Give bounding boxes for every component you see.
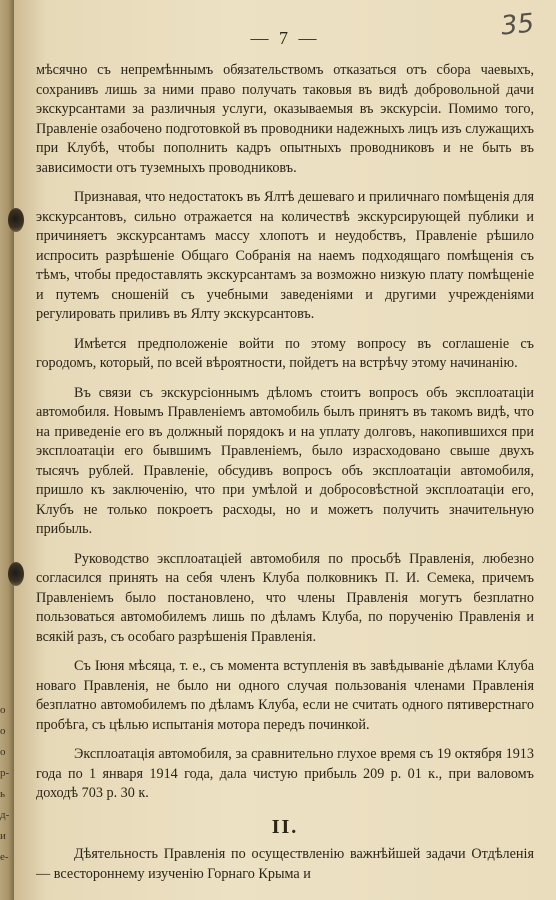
paragraph-7: Эксплоатація автомобиля, за сравнительно глухое время съ 19 октября 1913 года по 1 января 1914 года, дала чистую прибыль 209 р. 01 к., при валовомъ доходѣ 703 р. 30 к. [36,746,534,801]
document-page [14,0,556,900]
paragraph-1: мѣсячно съ непремѣннымъ обязательствомъ отказаться отъ сбора чаевыхъ, сохранивъ лишь за ними право получать таковыя въ видѣ добровольной дачи экскурсантами за различныя услуги, оказываемыя въ экскурсіи. Помимо того, Правленіе озабочено подготовкой въ проводники надежныхъ лицъ изъ служащихъ при Клубѣ, чтобы пополнить кадръ опытныхъ проводниковъ и не быть въ зависимости отъ туземныхъ проводниковъ. [36,62,534,176]
paragraph-8: Дѣятельность Правленія по осуществленію важнѣйшей задачи Отдѣленія — всестороннему изученію Горнаго Крыма и [36,846,534,882]
binding-gutter [0,0,14,900]
paragraph-6: Съ Іюня мѣсяца, т. е., съ момента вступленія въ завѣдываніе дѣлами Клуба новаго Правленія, не было ни одного случая пользованія членами Правленія безплатно автомобилемъ по дѣламъ Клуба, если не считать одного пятиверстнаго пробѣга, съ цѣлью испытанія мотора передъ починкой. [36,658,534,733]
paragraph-5: Руководство эксплоатаціей автомобиля по просьбѣ Правленія, любезно согласился принять на себя членъ Клуба полковникъ П. И. Семека, причемъ Правленіемъ было постановлено, что члены Правленія могутъ безплатно пользоваться автомобилемъ лишь по дѣламъ Клуба, по порученію Правленія и всякій разъ, съ особаго разрѣшенія Правленія. [36,550,534,645]
paragraph-4: Въ связи съ экскурсіоннымъ дѣломъ стоитъ вопросъ объ эксплоатаціи автомобиля. Новымъ Правленіемъ автомобиль былъ принятъ въ такомъ видѣ, что на приведеніе его въ должный порядокъ и на уплату долговъ, накопившихся при эксплоатаціи его бывшимъ Правленіемъ, было израсходовано свыше двухъ тысячъ рублей. Правленіе, обсудивъ вопросъ объ эксплоатаціи автомобиля, пришло къ заключенію, что при умѣлой и добросовѣстной эксплоатаціи его, Клубъ не только покроетъ расходы, но и можетъ получить значительную прибыль. [36,384,534,537]
paragraph-2: Признавая, что недостатокъ въ Ялтѣ дешеваго и приличнаго помѣщенія для экскурсантовъ, сильно отражается на количествѣ экскурсирующей публики и причиняетъ экскурсантамъ массу хлопотъ и неудобствъ, Правленіе рѣшило испросить разрѣшеніе Общаго Собранія на наемъ подходящаго помѣщенія съ тѣмъ, чтобы предоставлять экскурсантамъ за возможно низкую плату помѣщеніе и путемъ сношеній съ учебными заведеніями и другими учрежденіями регулировать приливъ въ Ялту экскурсантовъ. [36,189,534,322]
section-heading: II. [271,815,299,838]
binding-hole-icon [8,208,24,232]
paragraph-3: Имѣется предположеніе войти по этому вопросу въ соглашеніе съ городомъ, который, по всей вѣроятности, пойдетъ на встрѣчу этому начинанію. [36,335,534,371]
binding-hole-icon [8,562,24,586]
body-text [36,61,534,894]
page-number: — 7 — [250,28,320,48]
handwritten-folio: 35 [499,8,536,42]
gutter-text: о о о р- ь д- и е- [0,704,10,863]
